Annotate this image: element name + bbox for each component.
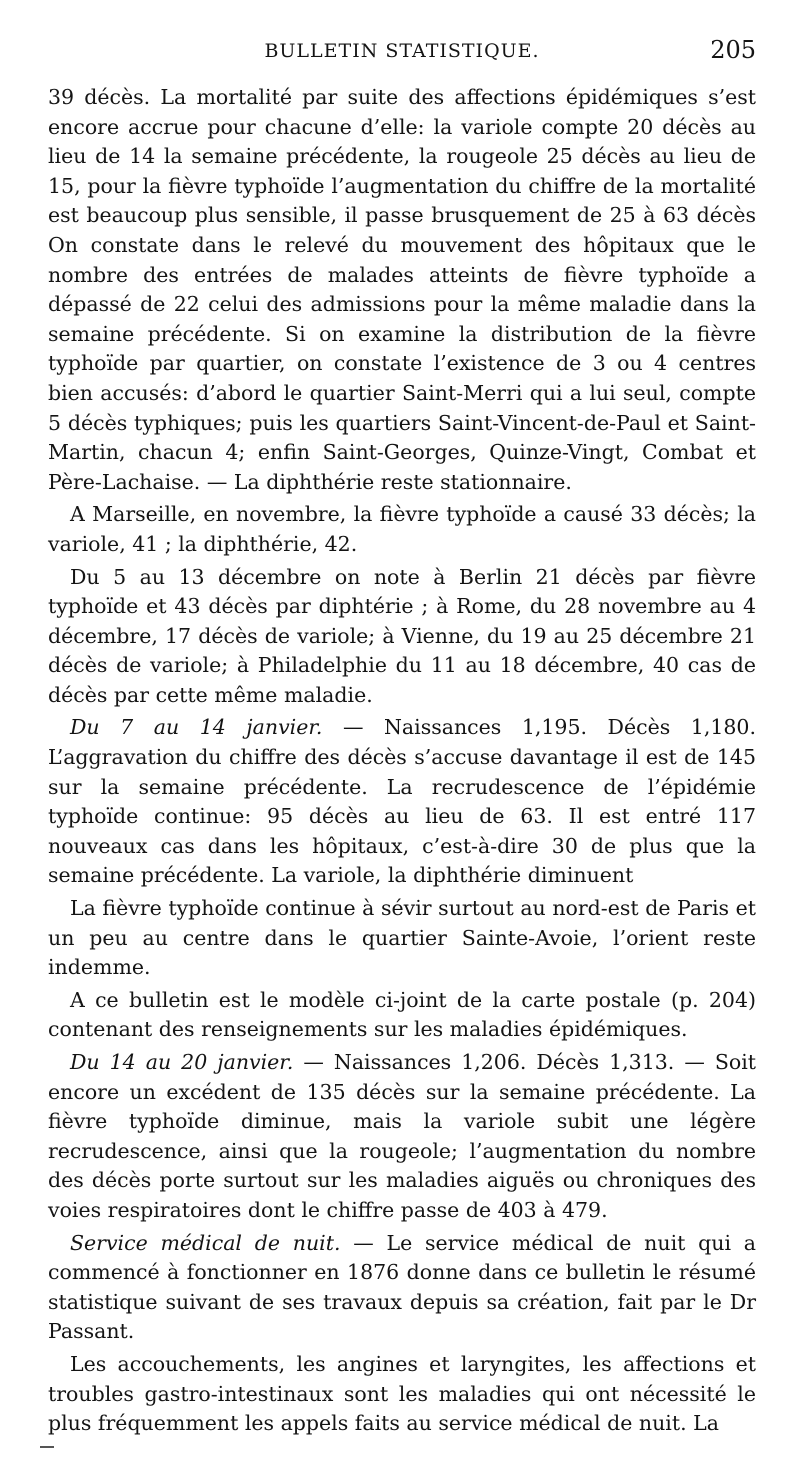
paragraph-night-medical-service: Service médical de nuit. — Le service médical de nuit qui a commencé à fonctionner en 1876 donne dans ce bulletin le résumé statistique suivant de ses travaux depuis sa création, fait par le Dr Passant. [48, 1230, 756, 1344]
paragraph-week-7-14-january: Du 7 au 14 janvier. — Naissances 1,195. Décès 1,180. L’aggravation du chiffre des décès s’accuse davantage il est de 145 sur la semaine précédente. La recrudescence de l’épidémie typhoïde continue: 95 décès au lieu de 63. Il est entré 117 nouveaux cas dans les hôpitaux, c’est-à-dire 30 de plus que la semaine précédente. La variole, la diphthérie diminuent [48, 715, 756, 888]
page-number: 205 [710, 36, 756, 64]
running-title: BULLETIN STATISTIQUE. [264, 40, 540, 62]
paragraph-lead: Du 7 au 14 janvier. [70, 715, 323, 740]
body-text [48, 83, 756, 1442]
paragraph-week-14-20-january: Du 14 au 20 janvier. — Naissances 1,206. Décès 1,313. — Soit encore un excédent de 135 décès sur la semaine précédente. La fièvre typhoïde diminue, mais la variole subit une légère recrudescence, ainsi que la rougeole; l’augmentation du nombre des décès porte surtout sur les maladies aiguës ou chroniques des voies respiratoires dont le chiffre passe de 403 à 479. [48, 1050, 757, 1222]
paragraph-lead: Du 14 au 20 janvier. [70, 1050, 294, 1074]
print-mark [40, 1446, 54, 1448]
paragraph-lead: Service médical de nuit. [70, 1230, 341, 1255]
paragraph-postcard-model: A ce bulletin est le modèle ci-joint de la carte postale (p. 204) contenant des renseignements sur les maladies épidémiques. [48, 987, 756, 1042]
paragraph-marseille: A Marseille, en novembre, la fièvre typhoïde a causé 33 décès; la variole, 41 ; la diphthérie, 42. [48, 502, 756, 556]
running-header [48, 36, 756, 72]
paragraph-night-calls: Les accouchements, les angines et laryngites, les affections et troubles gastro-intestinaux sont les maladies qui ont nécessité le plus fréquemment les appels faits au service médical de nuit. La [48, 1351, 756, 1436]
paragraph-typhoid-northeast: La fièvre typhoïde continue à sévir surtout au nord-est de Paris et un peu au centre dans le quartier Sainte-Avoie, l’orient reste indemme. [48, 896, 756, 980]
paragraph-mortality-continued: 39 décès. La mortalité par suite des affections épidémiques s’est encore accrue pour chacune d’elle: la variole compte 20 décès au lieu de 14 la semaine précédente, la rougeole 25 décès au lieu de 15, pour la fièvre typhoïde l’augmentation du chiffre de la mortalité est beaucoup plus sensible, il passe brusquement de 25 à 63 décès On constate dans le relevé du mouvement des hôpitaux que le nombre des entrées de malades atteints de fièvre typhoïde a dépassé de 22 celui des admissions pour la même maladie dans la semaine précédente. Si on examine la distribution de la fièvre typhoïde par quartier, on constate l’existence de 3 ou 4 centres bien accusés: d’abord le quartier Saint-Merri qui a lui seul, compte 5 décès typhiques; puis les quartiers Saint-Vincent-de-Paul et Saint-Martin, chacun 4; enfin Saint-Georges, Quinze-Vingt, Combat et Père-Lachaise. — La diphthérie reste stationnaire. [48, 85, 756, 494]
paragraph-foreign-cities: Du 5 au 13 décembre on note à Berlin 21 décès par fièvre typhoïde et 43 décès par diphtérie ; à Rome, du 28 novembre au 4 décembre, 17 décès de variole; à Vienne, du 19 au 25 décembre 21 décès de variole; à Philadelphie du 11 au 18 décembre, 40 cas de décès par cette même maladie. [48, 564, 756, 707]
